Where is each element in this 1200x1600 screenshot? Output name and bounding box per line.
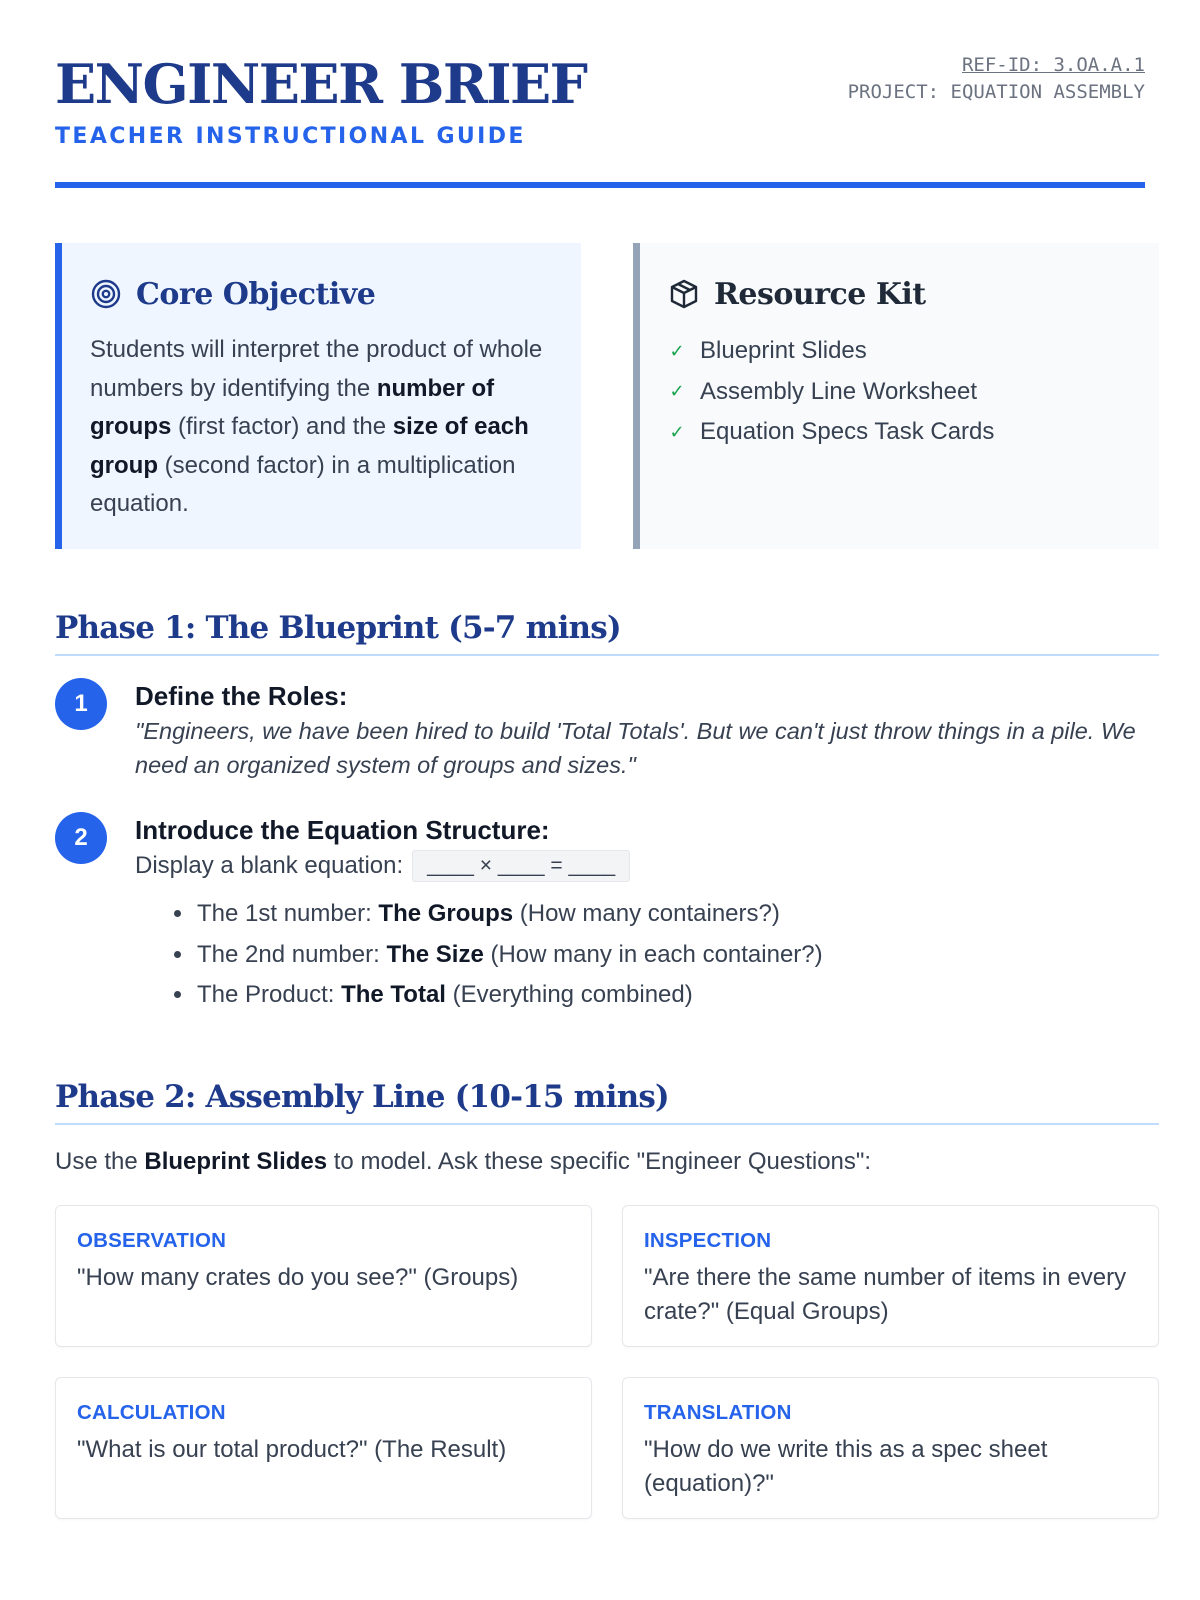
intro-text-part: Use the [55, 1148, 145, 1175]
page-title: ENGINEER BRIEF [55, 52, 587, 116]
step-2-body [135, 812, 1159, 1016]
objective-emphasis: size of each group [90, 413, 529, 479]
document-meta [848, 52, 1145, 106]
bullet-prefix: The 1st number: [197, 900, 379, 927]
resource-item [668, 412, 1131, 453]
page-subtitle: TEACHER INSTRUCTIONAL GUIDE [55, 124, 526, 149]
resource-item [668, 331, 1131, 372]
bullet-emphasis: The Groups [378, 900, 514, 927]
resource-item [668, 372, 1131, 413]
bullet-emphasis: The Total [341, 981, 446, 1008]
checkmark-icon: ✓ [669, 421, 685, 442]
document-header [55, 0, 1145, 188]
bullet-prefix: The 2nd number: [197, 940, 387, 968]
question-card-inspection [622, 1205, 1159, 1347]
phase-1-heading [55, 606, 1159, 656]
resource-item-label: Assembly Line Worksheet [700, 377, 978, 405]
checkmark-icon: ✓ [669, 381, 685, 402]
bullet-suffix: (How many in each container?) [483, 940, 823, 968]
resource-item-label: Blueprint Slides [700, 337, 867, 365]
step-number-badge: 2 [55, 812, 107, 864]
question-label: OBSERVATION [77, 1229, 227, 1252]
checkmark-icon: ✓ [669, 340, 685, 361]
summary-cards [55, 243, 1159, 549]
phase-2-title: Phase 2: Assembly Line (10-15 mins) [55, 1079, 669, 1115]
objective-text-part: (second factor) in a multiplication equation. [90, 451, 516, 517]
question-text: "What is our total product?" (The Result) [77, 1436, 507, 1463]
bullet-emphasis: The Size [386, 940, 484, 968]
resource-kit-header [668, 273, 1131, 315]
bullet-suffix: (Everything combined) [445, 981, 693, 1008]
intro-emphasis: Blueprint Slides [144, 1148, 328, 1175]
list-item [195, 894, 1159, 935]
question-label: INSPECTION [644, 1229, 772, 1252]
question-text: "Are there the same number of items in every crate?" (Equal Groups) [644, 1264, 1127, 1325]
question-label: TRANSLATION [644, 1401, 792, 1424]
question-text: "How many crates do you see?" (Groups) [77, 1264, 519, 1291]
step-quote: "Engineers, we have been hired to build 'Total Totals'. But we can't just throw things in a pile. We need an organized system of groups and sizes." [135, 718, 1136, 778]
blank-equation: ____ × ____ = ____ [412, 850, 630, 882]
header-divider [55, 182, 1145, 188]
objective-text-part: Students will interpret the product of whole numbers by identifying the [90, 336, 543, 402]
core-objective-card [55, 243, 581, 549]
list-item [195, 935, 1159, 976]
box-icon [668, 278, 700, 310]
objective-text-part: (first factor) and the [171, 413, 393, 440]
step-title: Define the Roles: [135, 681, 348, 711]
question-label: CALCULATION [77, 1401, 226, 1424]
intro-text-part: to model. Ask these specific "Engineer Questions": [327, 1148, 872, 1175]
step-number-badge: 1 [55, 678, 107, 730]
resource-kit-card [633, 243, 1159, 549]
phase-1-title: Phase 1: The Blueprint (5-7 mins) [55, 610, 621, 646]
bullet-prefix: The Product: [197, 981, 342, 1008]
bullet-suffix: (How many containers?) [513, 900, 780, 927]
objective-emphasis: number of groups [90, 374, 495, 440]
core-objective-title: Core Objective [136, 276, 376, 312]
equation-parts-list [135, 894, 1159, 1016]
step-title: Introduce the Equation Structure: [135, 815, 550, 845]
equation-label: Display a blank equation: [135, 852, 404, 879]
list-item [195, 975, 1159, 1016]
question-card-observation [55, 1205, 592, 1347]
core-objective-header [90, 273, 553, 315]
core-objective-text [90, 331, 553, 524]
equation-display-line [135, 848, 1159, 884]
ref-id: REF-ID: 3.OA.A.1 [961, 54, 1145, 76]
step-1-body [135, 678, 1159, 782]
resource-item-label: Equation Specs Task Cards [700, 418, 995, 446]
phase-2-intro [55, 1145, 871, 1179]
target-icon [90, 278, 122, 310]
question-card-calculation [55, 1377, 592, 1519]
resource-list [668, 331, 1131, 453]
question-text: "How do we write this as a spec sheet (equation)?" [644, 1436, 1048, 1497]
resource-kit-title: Resource Kit [714, 276, 926, 312]
step-1 [55, 678, 1159, 782]
question-card-translation [622, 1377, 1159, 1519]
project-name: PROJECT: EQUATION ASSEMBLY [847, 81, 1145, 103]
step-2 [55, 812, 1159, 1016]
phase-2-heading [55, 1075, 1159, 1125]
